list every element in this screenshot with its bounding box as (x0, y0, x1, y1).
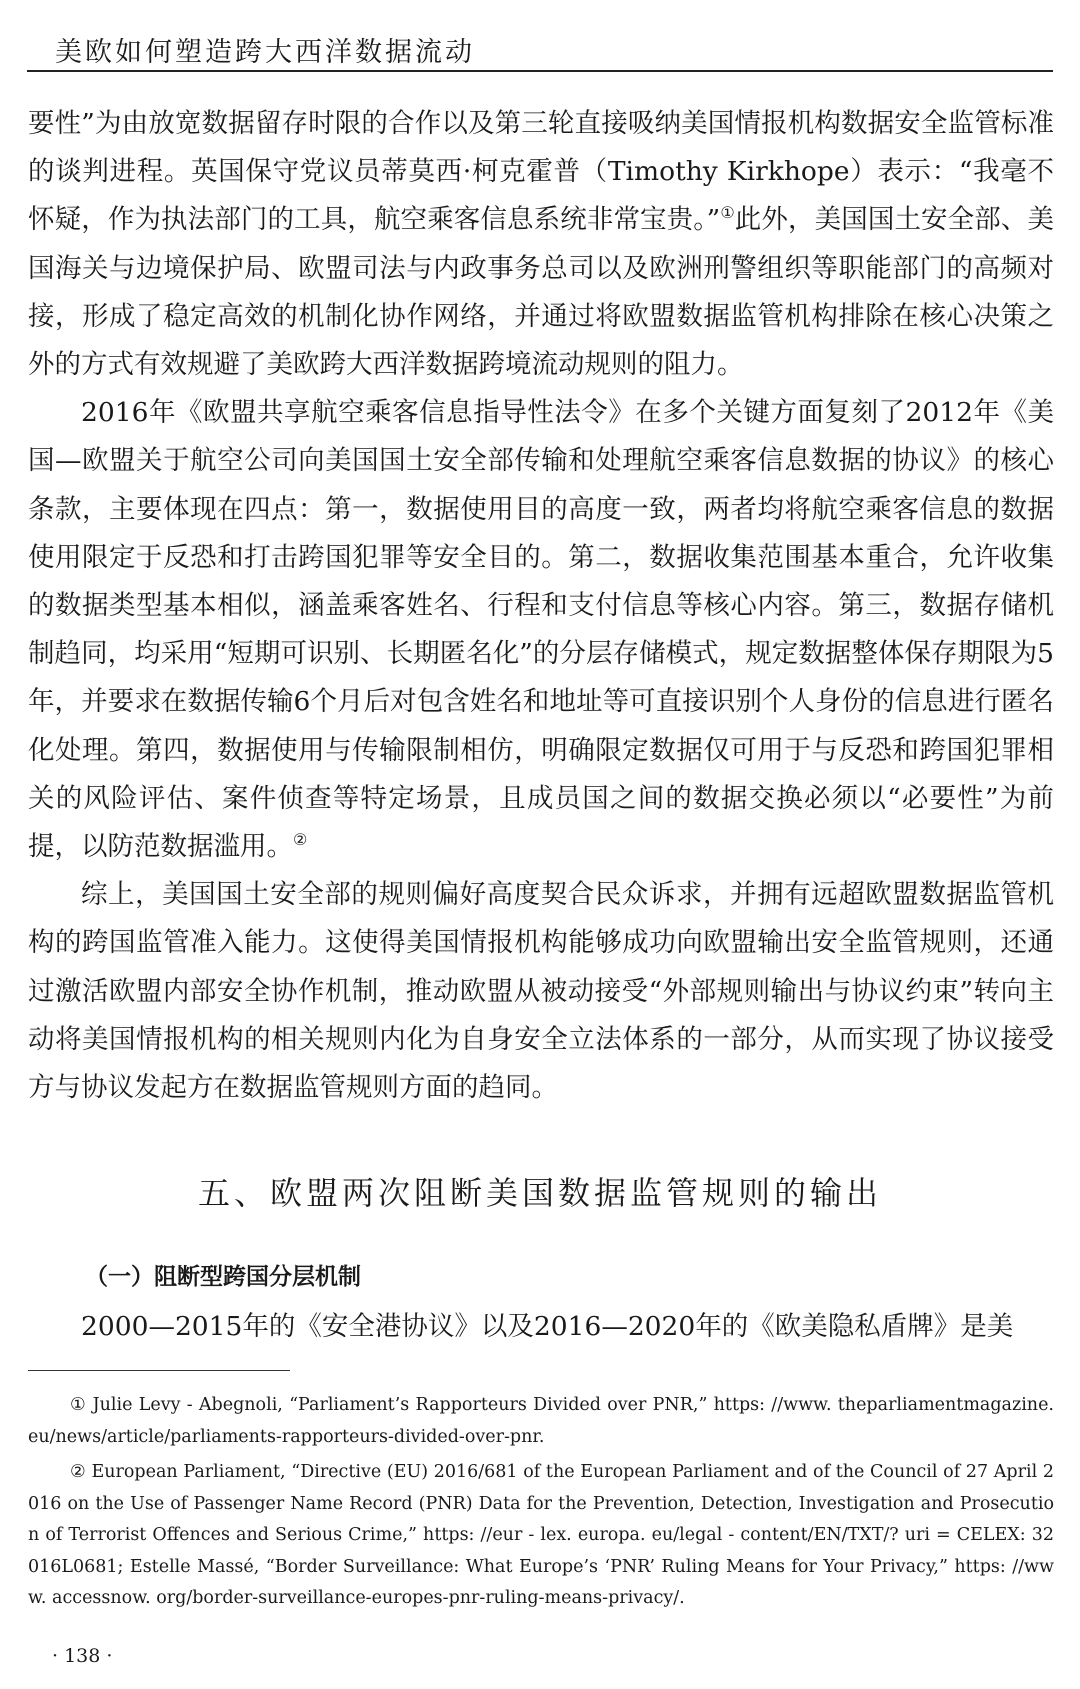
paragraph-1-text: 要性”为由放宽数据留存时限的合作以及第三轮直接吸纳美国情报机构数据安全监管标准的谈判进程。英国保守党议员蒂莫西·柯克霍普（Timothy Kirkhope）表示：“我毫不怀疑，作为执法部门的工具，航空乘客信息系统非常宝贵。” (28, 108, 1054, 236)
footnote-2: ② European Parliament, “Directive (EU) 2016/681 of the European Parliament and of the Council of 27 April 2016 on the Use of Passenger Name Record (PNR) Data for the Prevention, Detection, Investigation and Prosecution of Terrorist Offences and Serious Crime,” https: //eur - lex. europa. eu/legal - content/EN/TXT/? uri = CELEX: 32016L0681; Estelle Massé, “Border Surveillance: What Europe’s ‘PNR’ Ruling Means for Your Privacy,” https: //www. accessnow. org/border-surveillance-europes-pnr-ruling-means-privacy/. (28, 1462, 1054, 1608)
paragraph-2 (28, 389, 1054, 871)
paragraph-1-continued: 此外，美国国土安全部、美国海关与边境保护局、欧盟司法与内政事务总司以及欧洲刑警组织等职能部门的高频对接，形成了稳定高效的机制化协作网络，并通过将欧盟数据监管机构排除在核心决策之外的方式有效规避了美欧跨大西洋数据跨境流动规则的阻力。 (28, 204, 1055, 381)
footnotes (28, 1390, 1054, 1619)
continued-paragraph: 2000—2015年的《安全港协议》以及2016—2020年的《欧美隐私盾牌》是美 (81, 1311, 1014, 1342)
paragraph-1 (28, 100, 1054, 389)
body-text (28, 100, 1054, 1112)
section-title: 五、欧盟两次阻断美国数据监管规则的输出 (197, 1174, 882, 1212)
footnote-1: ① Julie Levy - Abegnoli, “Parliament’s Rapporteurs Divided over PNR,” https: //www. theparliamentmagazine. eu/news/article/parliaments-rapporteurs-divided-over-pnr. (28, 1395, 1054, 1447)
footnote-rule (28, 1370, 290, 1371)
running-header: 美欧如何塑造跨大西洋数据流动 (55, 37, 475, 68)
paragraph-2-text: 2016年《欧盟共享航空乘客信息指导性法令》在多个关键方面复刻了2012年《美国—欧盟关于航空公司向美国国土安全部传输和处理航空乘客信息数据的协议》的核心条款，主要体现在四点：第一，数据使用目的高度一致，两者均将航空乘客信息的数据使用限定于反恐和打击跨国犯罪等安全目的。第二，数据收集范围基本重合，允许收集的数据类型基本相似，涵盖乘客姓名、行程和支付信息等核心内容。第三，数据存储机制趋同，均采用“短期可识别、长期匿名化”的分层存储模式，规定数据整体保存期限为5年，并要求在数据传输6个月后对包含姓名和地址等可直接识别个人身份的信息进行匿名化处理。第四，数据使用与传输限制相仿，明确限定数据仅可用于与反恐和跨国犯罪相关的风险评估、案件侦查等特定场景，且成员国之间的数据交换必须以“必要性”为前提，以防范数据滥用。 (28, 397, 1054, 863)
footnote-ref-2[interactable]: ② (293, 830, 308, 850)
subsection-title: （一）阻断型跨国分层机制 (85, 1264, 361, 1290)
header-rule (27, 70, 1053, 72)
footnote-ref-1[interactable]: ① (720, 203, 735, 223)
paragraph-3: 综上，美国国土安全部的规则偏好高度契合民众诉求，并拥有远超欧盟数据监管机构的跨国监管准入能力。这使得美国情报机构能够成功向欧盟输出安全监管规则，还通过激活欧盟内部安全协作机制，推动欧盟从被动接受“外部规则输出与协议约束”转向主动将美国情报机构的相关规则内化为自身安全立法体系的一部分，从而实现了协议接受方与协议发起方在数据监管规则方面的趋同。 (28, 879, 1054, 1104)
page-number: · 138 · (52, 1645, 113, 1667)
